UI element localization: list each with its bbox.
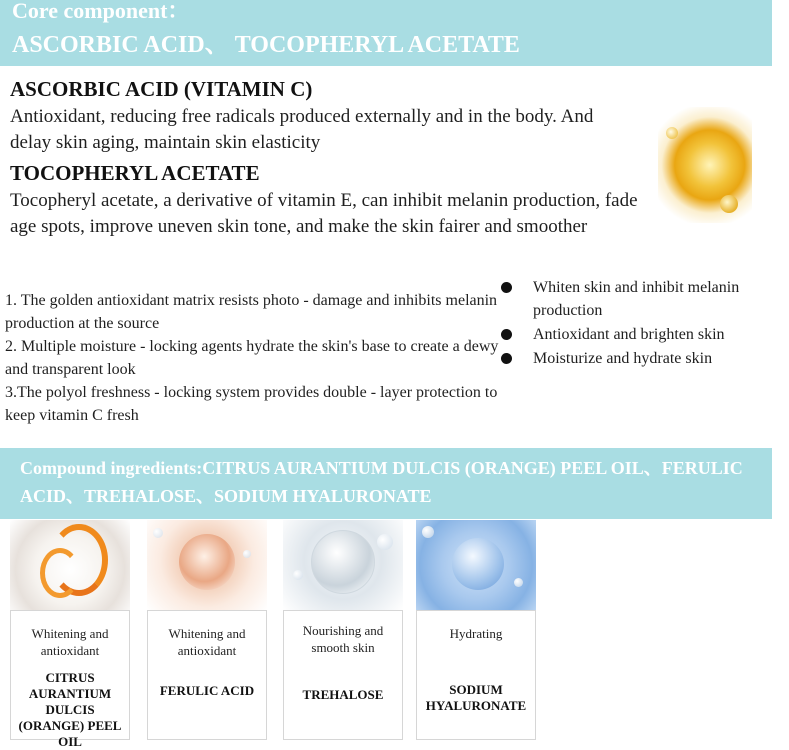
benefits-numbered-list bbox=[5, 289, 505, 427]
ingredient-name: FERULIC ACID bbox=[159, 683, 255, 698]
list-item: 1. The golden antioxidant matrix resists photo - damage and inhibits melanin production at the source bbox=[5, 292, 498, 332]
core-component-ingredients: ASCORBIC ACID、 TOCOPHERYL ACETATE bbox=[12, 32, 520, 58]
ingredient-name: CITRUS AURANTIUM DULCIS (ORANGE) PEEL OIL bbox=[18, 670, 122, 749]
ingredient-benefit: Nourishing and smooth skin bbox=[302, 623, 384, 655]
ingredient-card-trehalose bbox=[283, 520, 403, 738]
hyaluronate-image bbox=[416, 520, 536, 610]
ferulic-acid-image bbox=[147, 520, 267, 610]
bullet-item bbox=[500, 347, 789, 370]
compound-ingredients-text: Compound ingredients:CITRUS AURANTIUM DULCIS (ORANGE) PEEL OIL、FERULIC ACID、TREHALOSE、SODIUM HYALURONATE bbox=[20, 458, 743, 506]
tocopheryl-acetate-description: Tocopheryl acetate, a derivative of vitamin E, can inhibit melanin production, fade age spots, improve uneven skin tone, and make the skin fairer and smoother bbox=[10, 190, 638, 237]
ingredient-benefit: Hydrating bbox=[449, 626, 503, 641]
ingredient-card-orange-peel-oil bbox=[10, 520, 130, 749]
ingredient-info-box bbox=[283, 610, 403, 740]
ingredient-card-sodium-hyaluronate bbox=[416, 520, 536, 738]
ingredient-card-ferulic-acid bbox=[147, 520, 267, 738]
vitamin-c-serum-image bbox=[658, 107, 752, 223]
core-component-banner bbox=[0, 0, 772, 66]
ingredient-name: SODIUM HYALURONATE bbox=[425, 682, 527, 713]
bullet-dot-icon bbox=[501, 353, 512, 364]
bullet-dot-icon bbox=[501, 282, 512, 293]
ingredient-name: TREHALOSE bbox=[302, 687, 384, 702]
ingredient-info-box bbox=[147, 610, 267, 740]
ingredient-info-box bbox=[416, 610, 536, 740]
list-item: 3.The polyol freshness - locking system provides double - layer protection to keep vitamin C fresh bbox=[5, 384, 498, 424]
compound-ingredients-banner bbox=[0, 448, 772, 519]
bullet-item bbox=[500, 323, 789, 346]
trehalose-image bbox=[283, 520, 403, 610]
ascorbic-acid-description: Antioxidant, reducing free radicals produced externally and in the body. And delay skin aging, maintain skin elasticity bbox=[10, 106, 594, 153]
benefits-bullet-list bbox=[500, 276, 789, 371]
list-item: 2. Multiple moisture - locking agents hydrate the skin's base to create a dewy and transparent look bbox=[5, 338, 499, 378]
ingredient-info-box bbox=[10, 610, 130, 749]
orange-peel-image bbox=[10, 520, 130, 610]
bullet-text: Antioxidant and brighten skin bbox=[533, 326, 725, 343]
bullet-dot-icon bbox=[501, 329, 512, 340]
core-component-label: Core component： bbox=[12, 0, 190, 23]
ascorbic-acid-heading: ASCORBIC ACID (VITAMIN C) bbox=[10, 77, 313, 101]
bullet-text: Moisturize and hydrate skin bbox=[533, 350, 713, 367]
bullet-item bbox=[500, 276, 789, 322]
ingredient-benefit: Whitening and antioxidant bbox=[168, 626, 246, 658]
tocopheryl-acetate-heading: TOCOPHERYL ACETATE bbox=[10, 161, 260, 185]
ingredient-benefit: Whitening and antioxidant bbox=[31, 626, 109, 658]
bullet-text: Whiten skin and inhibit melanin production bbox=[533, 279, 740, 319]
